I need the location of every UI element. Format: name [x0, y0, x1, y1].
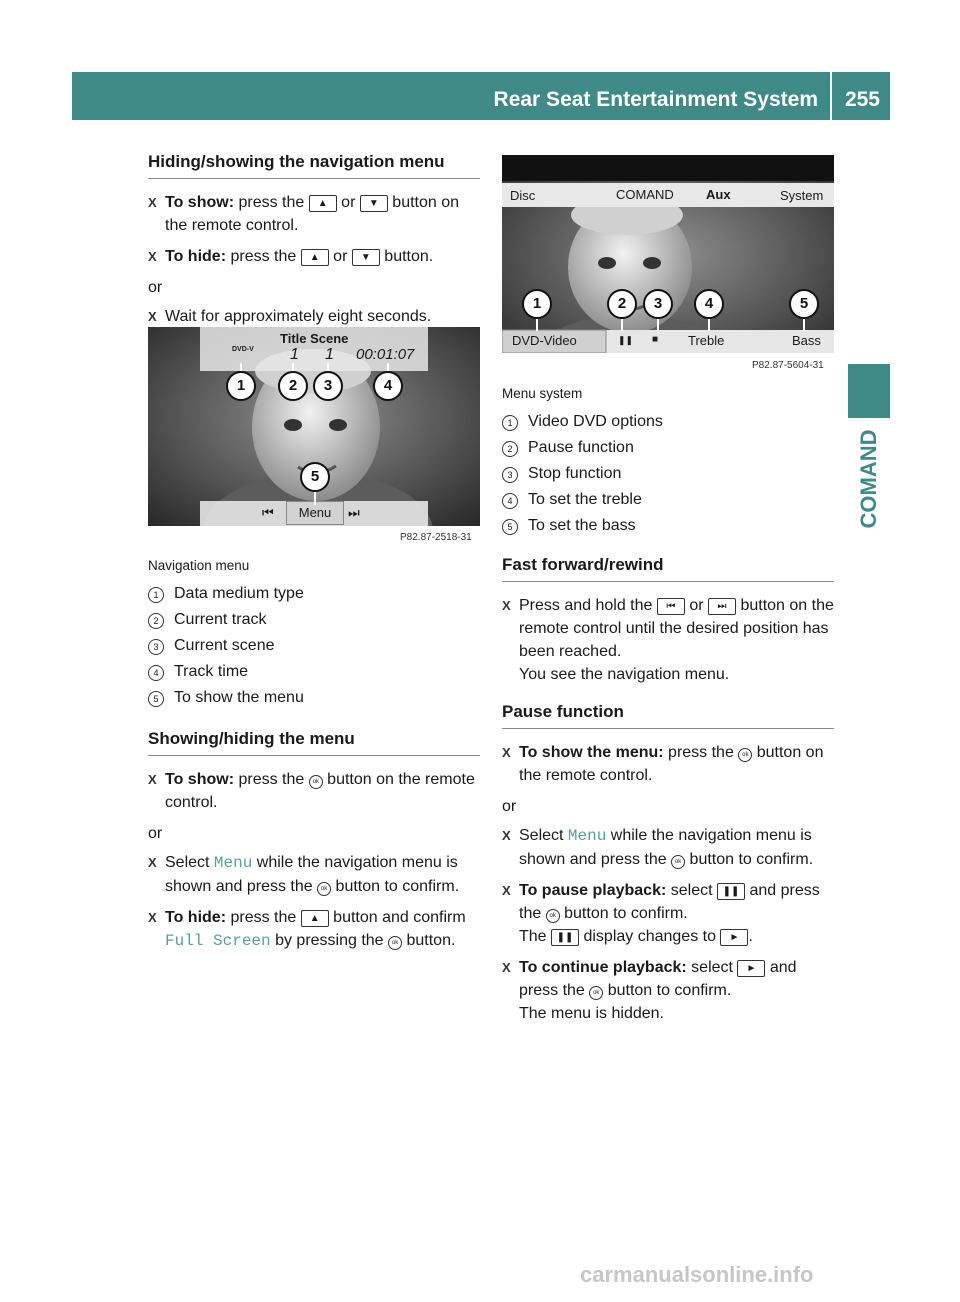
instruction-step: X Wait for approximately eight seconds. [148, 305, 480, 328]
callout-3: 3 [313, 371, 343, 401]
section-heading: Showing/hiding the menu [148, 729, 480, 756]
page-header [72, 72, 890, 120]
callout-5: 5 [789, 289, 819, 319]
up-button-icon: ▲ [301, 910, 329, 927]
or-text: or [148, 825, 163, 842]
title-scene-label: Title Scene [280, 331, 349, 346]
rewind-button-icon: ⏮ [657, 598, 685, 615]
legend-item: 5 To set the bass [502, 513, 834, 539]
instruction-step: X To show the menu: press the ok button on the remote control. [502, 741, 834, 787]
ok-button-icon: ok [671, 855, 685, 869]
child-photo [502, 155, 834, 353]
tab-system: System [780, 188, 824, 203]
legend-item: 5 To show the menu [148, 685, 480, 711]
or-text: or [502, 798, 517, 815]
up-button-icon: ▲ [309, 195, 337, 212]
dvd-video-label: DVD-Video [512, 333, 577, 348]
menu-system-figure [502, 155, 834, 353]
ok-button-icon: ok [546, 909, 560, 923]
left-column-bottom [148, 558, 480, 961]
track-time: 00:01:07 [356, 346, 415, 363]
tab-comand: COMAND [616, 187, 674, 202]
bass-label: Bass [792, 333, 821, 348]
figure-reference: P82.87-5604-31 [752, 360, 824, 371]
instruction-step: X To hide: press the ▲ button and confirm Full Screen by pressing the ok button. [148, 906, 480, 953]
full-screen-label: Full Screen [165, 932, 271, 950]
figure-caption: Navigation menu [148, 558, 250, 573]
legend-item: 4 To set the treble [502, 487, 834, 513]
callout-4: 4 [373, 371, 403, 401]
left-column-top [148, 152, 480, 336]
callout-line [708, 319, 710, 331]
tab-disc: Disc [510, 188, 536, 203]
callout-2: 2 [278, 371, 308, 401]
up-button-icon: ▲ [301, 249, 329, 266]
ok-button-icon: ok [589, 986, 603, 1000]
tab-aux: Aux [706, 187, 731, 202]
callout-line [536, 319, 538, 331]
menu-label: Menu [567, 827, 607, 845]
side-tab-label: COMAND [856, 429, 881, 529]
callout-3: 3 [643, 289, 673, 319]
page-number: 255 [844, 88, 880, 111]
legend-item: 2 Pause function [502, 435, 834, 461]
play-icon: ► [720, 929, 748, 946]
header-divider [830, 72, 832, 120]
legend-item: 1 Data medium type [148, 581, 480, 607]
legend-item: 2 Current track [148, 607, 480, 633]
instruction-step: X To hide: press the ▲ or ▼ button. [148, 245, 480, 268]
instruction-step: X To show: press the ok button on the remote control. [148, 768, 480, 814]
callout-2: 2 [607, 289, 637, 319]
treble-label: Treble [688, 333, 725, 348]
down-button-icon: ▼ [360, 195, 388, 212]
callout-line [621, 319, 623, 331]
callout-line [803, 319, 805, 331]
section-heading: Fast forward/rewind [502, 555, 834, 582]
instruction-step: X Select Menu while the navigation menu is shown and press the ok button to confirm. [148, 851, 480, 898]
ok-button-icon: ok [738, 748, 752, 762]
instruction-step: X To pause playback: select ❚❚ and press the ok button to confirm. The ❚❚ display changes to ► . [502, 879, 834, 948]
figure-caption: Menu system [502, 386, 583, 401]
stop-icon: ■ [652, 334, 659, 345]
header-title: Rear Seat Entertainment System [493, 88, 818, 111]
right-column [502, 386, 834, 1033]
legend-item: 3 Current scene [148, 633, 480, 659]
ok-button-icon: ok [317, 882, 331, 896]
instruction-step: X To continue playback: select ► and press the ok button to confirm. The menu is hidden. [502, 956, 834, 1025]
section-heading: Hiding/showing the navigation menu [148, 152, 480, 179]
callout-line [657, 319, 659, 331]
ok-button-icon: ok [309, 775, 323, 789]
instruction-step: X Select Menu while the navigation menu is shown and press the ok button to confirm. [502, 824, 834, 871]
callout-4: 4 [694, 289, 724, 319]
next-track-icon: ⏭ [348, 505, 360, 520]
legend-item: 1 Video DVD options [502, 409, 834, 435]
figure-reference: P82.87-2518-31 [400, 532, 472, 543]
dvd-icon: DVD-V [232, 346, 254, 353]
footer-watermark: carmanualsonline.info [580, 1262, 814, 1287]
pause-icon: ❚❚ [717, 883, 745, 900]
callout-1: 1 [522, 289, 552, 319]
legend-item: 4 Track time [148, 659, 480, 685]
prev-track-icon: ⏮ [262, 505, 274, 520]
current-scene: 1 [325, 346, 334, 363]
pause-icon: ❚❚ [551, 929, 579, 946]
fast-forward-button-icon: ⏭ [708, 598, 736, 615]
pause-icon: ❚❚ [618, 335, 634, 345]
or-text: or [148, 279, 163, 296]
play-icon: ► [737, 960, 765, 977]
ok-button-icon: ok [388, 936, 402, 950]
menu-label: Menu [213, 854, 253, 872]
menu-button: Menu [286, 501, 344, 525]
side-tab-block [848, 364, 890, 418]
current-track: 1 [290, 346, 299, 363]
callout-1: 1 [226, 371, 256, 401]
legend-item: 3 Stop function [502, 461, 834, 487]
instruction-step: X To show: press the ▲ or ▼ button on the remote control. [148, 191, 480, 237]
navigation-menu-figure [148, 327, 480, 526]
callout-5: 5 [300, 462, 330, 492]
down-button-icon: ▼ [352, 249, 380, 266]
instruction-step: X Press and hold the ⏮ or ⏭ button on the remote control until the desired position has been reached. You see the navigation menu. [502, 594, 834, 686]
section-heading: Pause function [502, 702, 834, 729]
